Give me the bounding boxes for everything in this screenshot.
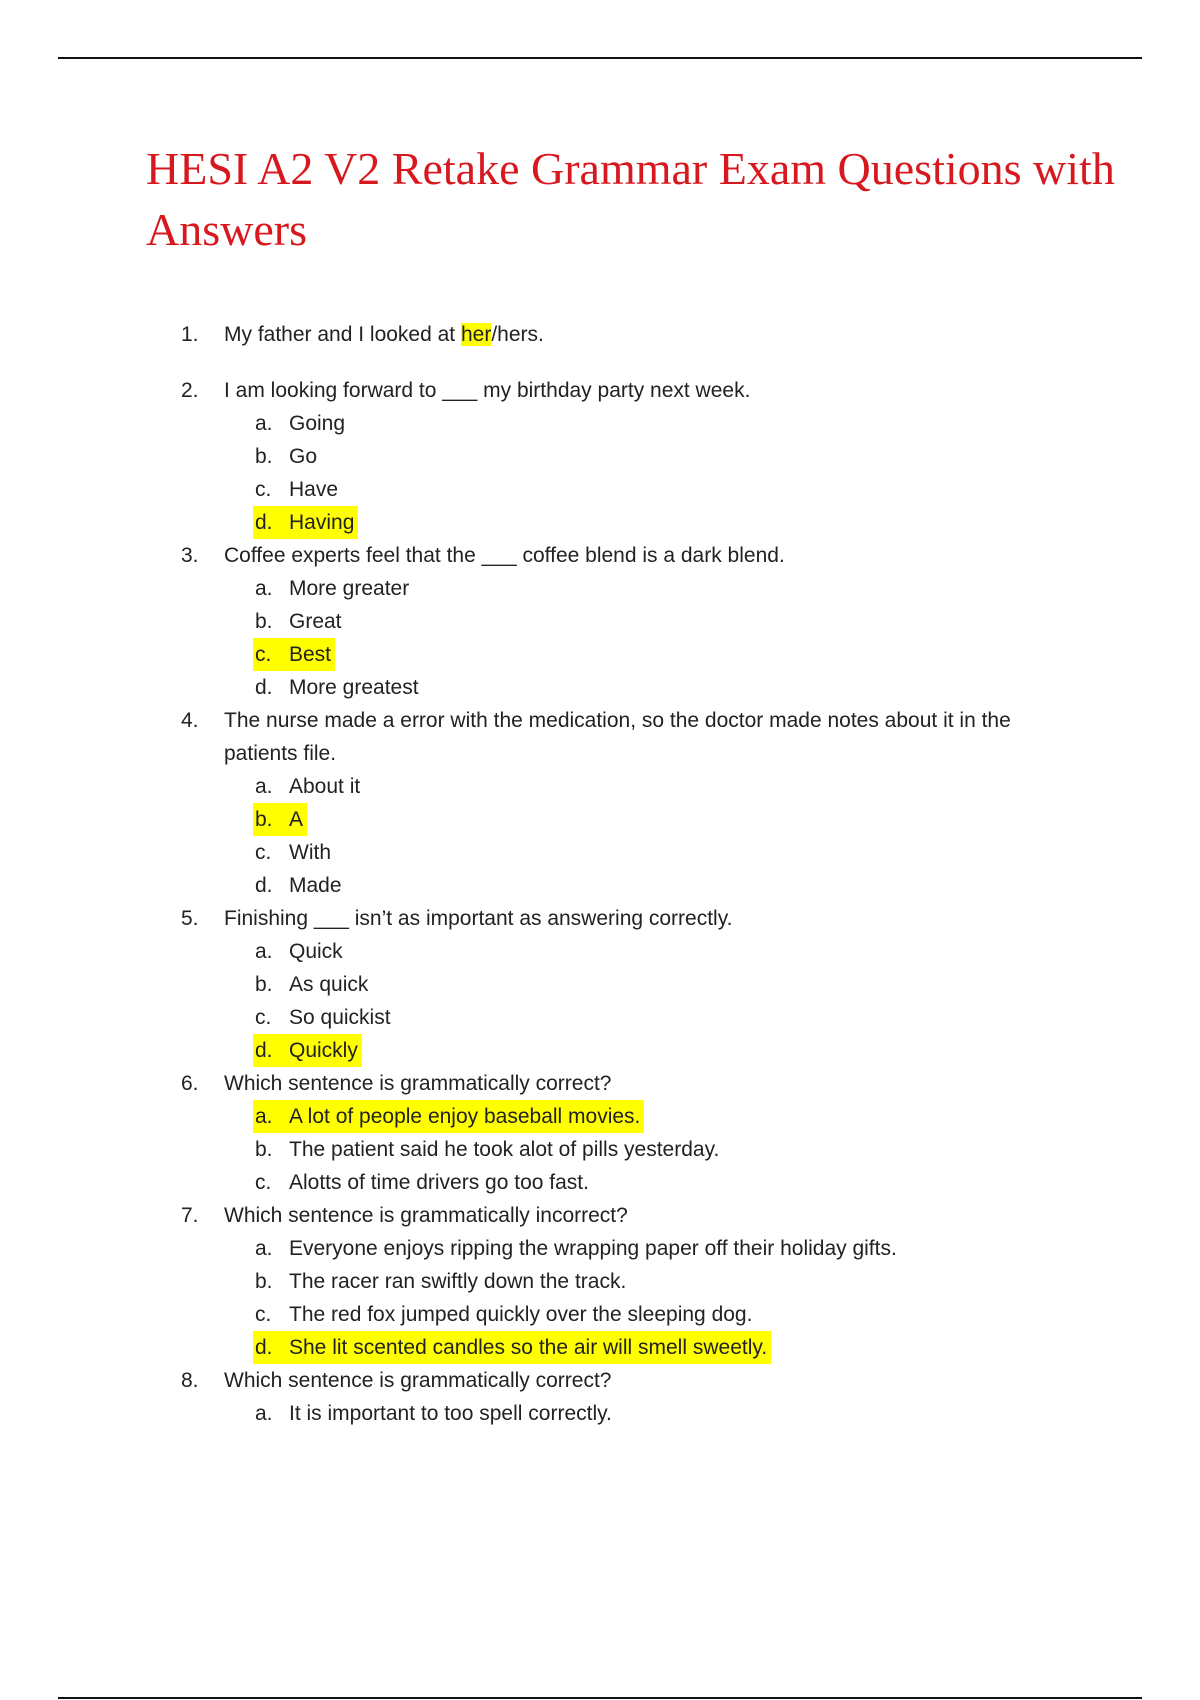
question-6: [0, 1067, 1200, 1199]
option-text: Made: [289, 874, 342, 897]
option-text: Best: [289, 643, 332, 666]
option-letter: d.: [255, 511, 273, 534]
answer-option: [253, 968, 1200, 1001]
option-text: Going: [289, 412, 346, 435]
stem-text-after: /hers.: [491, 323, 544, 346]
option-letter: b.: [255, 808, 273, 831]
question-stem: Which sentence is grammatically incorrect?: [224, 1204, 628, 1227]
answer-options: [224, 770, 1200, 902]
answer-option: [253, 770, 1200, 803]
correct-answer-option: [253, 506, 1200, 539]
option-letter: c.: [255, 1006, 272, 1029]
option-letter: c.: [255, 1171, 272, 1194]
option-text: More greatest: [289, 676, 419, 699]
answer-option: [253, 572, 1200, 605]
header-rule: [58, 57, 1142, 59]
answer-option: [253, 1166, 1200, 1199]
option-letter: b.: [255, 1138, 273, 1161]
question-number: 7.: [181, 1204, 199, 1227]
answer-option: [253, 1133, 1200, 1166]
answer-options: [224, 1397, 1200, 1430]
option-letter: c.: [255, 1303, 272, 1326]
option-text: The patient said he took alot of pills yesterday.: [289, 1138, 720, 1161]
option-letter: a.: [255, 940, 273, 963]
option-text: Great: [289, 610, 342, 633]
option-letter: a.: [255, 577, 273, 600]
answer-options: [224, 935, 1200, 1067]
answer-option: [253, 836, 1200, 869]
footer-rule: [58, 1697, 1142, 1699]
question-stem: I am looking forward to ___ my birthday party next week.: [224, 379, 751, 402]
answer-options: [224, 1100, 1200, 1199]
question-7: [0, 1199, 1200, 1364]
correct-answer-option: [253, 1331, 1200, 1364]
highlighted-answer: her: [460, 323, 492, 346]
option-text: The red fox jumped quickly over the sleeping dog.: [289, 1303, 753, 1326]
answer-option: [253, 1232, 1200, 1265]
option-letter: d.: [255, 1039, 273, 1062]
option-letter: b.: [255, 610, 273, 633]
option-text: Go: [289, 445, 318, 468]
option-letter: d.: [255, 874, 273, 897]
question-1: [0, 318, 1200, 351]
answer-options: [224, 407, 1200, 539]
question-stem: The nurse made a error with the medication, so the doctor made notes about it in the patients file.: [224, 709, 1011, 765]
answer-option: [253, 1265, 1200, 1298]
answer-options: [224, 572, 1200, 704]
option-text: A: [289, 808, 304, 831]
option-text: Alotts of time drivers go too fast.: [289, 1171, 589, 1194]
question-number: 3.: [181, 544, 199, 567]
question-stem: Coffee experts feel that the ___ coffee blend is a dark blend.: [224, 544, 785, 567]
option-letter: a.: [255, 775, 273, 798]
option-text: Having: [289, 511, 355, 534]
option-text: Quickly: [289, 1039, 358, 1062]
stem-text-before: My father and I looked at: [224, 323, 461, 346]
question-8: [0, 1364, 1200, 1430]
option-text: With: [289, 841, 331, 864]
answer-option: [253, 605, 1200, 638]
option-letter: b.: [255, 445, 273, 468]
option-letter: a.: [255, 1105, 273, 1128]
option-text: About it: [289, 775, 361, 798]
answer-option: [253, 671, 1200, 704]
option-letter: b.: [255, 1270, 273, 1293]
question-number: 1.: [181, 323, 199, 346]
correct-answer-option: [253, 1100, 1200, 1133]
option-letter: b.: [255, 973, 273, 996]
answer-option: [253, 1298, 1200, 1331]
question-5: [0, 902, 1200, 1067]
option-text: A lot of people enjoy baseball movies.: [289, 1105, 641, 1128]
answer-option: [253, 473, 1200, 506]
option-text: Quick: [289, 940, 343, 963]
option-text: Have: [289, 478, 339, 501]
question-stem: Which sentence is grammatically correct?: [224, 1369, 612, 1392]
question-number: 5.: [181, 907, 199, 930]
question-number: 6.: [181, 1072, 199, 1095]
option-text: As quick: [289, 973, 369, 996]
option-text: So quickist: [289, 1006, 391, 1029]
correct-answer-option: [253, 638, 1200, 671]
option-text: More greater: [289, 577, 410, 600]
correct-answer-option: [253, 803, 1200, 836]
question-3: [0, 539, 1200, 704]
answer-option: [253, 440, 1200, 473]
option-text: She lit scented candles so the air will smell sweetly.: [289, 1336, 768, 1359]
answer-option: [253, 869, 1200, 902]
question-stem: Finishing ___ isn’t as important as answering correctly.: [224, 907, 733, 930]
option-letter: d.: [255, 676, 273, 699]
option-letter: a.: [255, 412, 273, 435]
option-letter: c.: [255, 841, 272, 864]
option-letter: c.: [255, 478, 272, 501]
answer-options: [224, 1232, 1200, 1364]
answer-option: [253, 1001, 1200, 1034]
answer-option: [253, 935, 1200, 968]
correct-answer-option: [253, 1034, 1200, 1067]
option-letter: d.: [255, 1336, 273, 1359]
option-text: It is important to too spell correctly.: [289, 1402, 612, 1425]
option-letter: a.: [255, 1237, 273, 1260]
question-stem: Which sentence is grammatically correct?: [224, 1072, 612, 1095]
question-2: [0, 374, 1200, 539]
document-title: HESI A2 V2 Retake Grammar Exam Questions with Answers: [146, 143, 1115, 255]
option-text: The racer ran swiftly down the track.: [289, 1270, 627, 1293]
option-text: Everyone enjoys ripping the wrapping paper off their holiday gifts.: [289, 1237, 897, 1260]
option-letter: a.: [255, 1402, 273, 1425]
question-number: 2.: [181, 379, 199, 402]
question-stem: [224, 318, 1084, 351]
question-4: [0, 704, 1200, 902]
answer-option: [253, 1397, 1200, 1430]
question-list: [0, 318, 1200, 1430]
answer-option: [253, 407, 1200, 440]
question-number: 4.: [181, 709, 199, 732]
option-letter: c.: [255, 643, 272, 666]
question-number: 8.: [181, 1369, 199, 1392]
